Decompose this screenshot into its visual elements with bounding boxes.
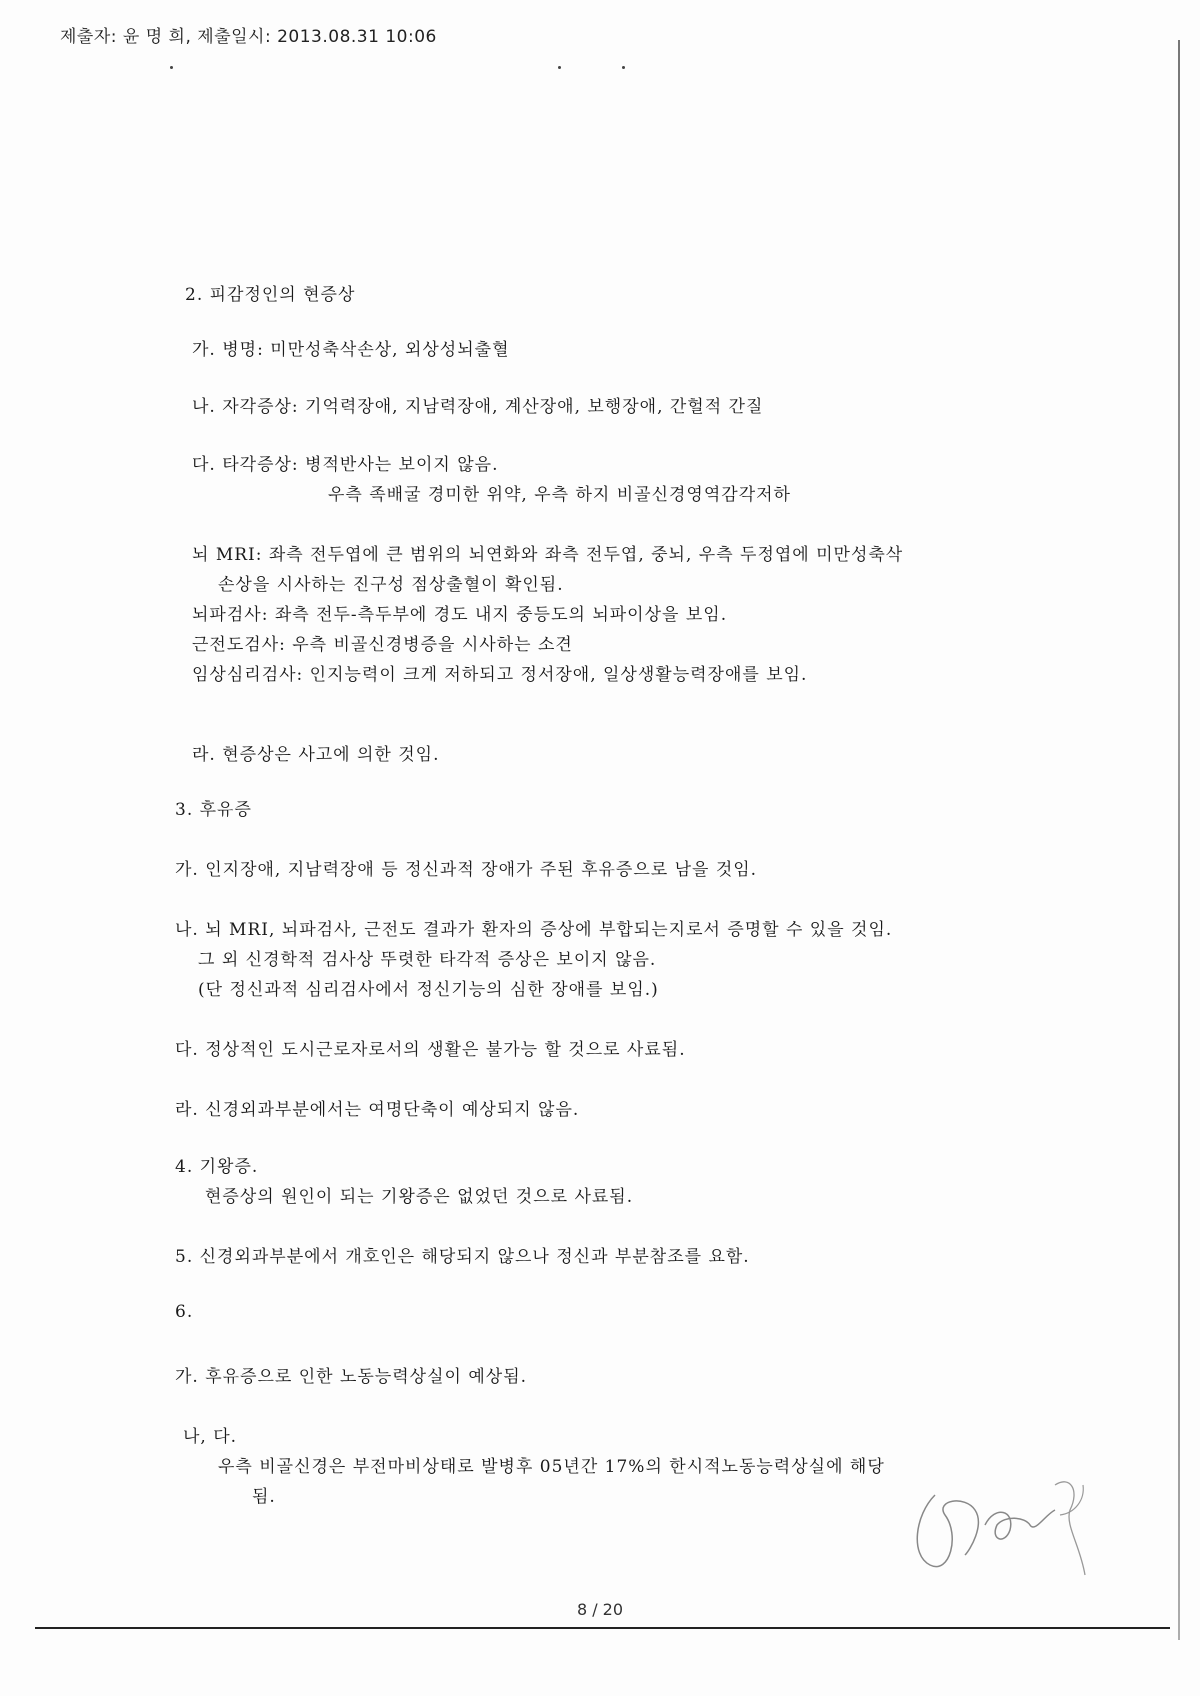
mri-finding-cont: 손상을 시사하는 진구성 점상출혈이 확인됨.: [218, 575, 564, 595]
sequela-d: 라. 신경외과부분에서는 여명단축이 예상되지 않음.: [175, 1100, 580, 1120]
fax-header: 제출자: 윤 명 희, 제출일시: 2013.08.31 10:06: [60, 27, 437, 47]
signature: [905, 1455, 1105, 1595]
subjective-symptoms: 나. 자각증상: 기억력장애, 지남력장애, 계산장애, 보행장애, 간헐적 간질: [192, 397, 764, 417]
labor-loss-bc: 나, 다.: [183, 1427, 238, 1447]
section-heading: 6.: [175, 1302, 194, 1322]
diagnosis-line: 가. 병명: 미만성축삭손상, 외상성뇌출혈: [192, 340, 510, 360]
eeg-finding: 뇌파검사: 좌측 전두-측두부에 경도 내지 중등도의 뇌파이상을 보임.: [192, 605, 728, 625]
caregiver-line: 5. 신경외과부분에서 개호인은 해당되지 않으나 정신과 부분참조를 요함.: [175, 1247, 750, 1267]
sequela-b: 나. 뇌 MRI, 뇌파검사, 근전도 결과가 환자의 증상에 부합되는지로서 증명할 수 있을 것임.: [175, 920, 893, 940]
sequela-b-cont: 그 외 신경학적 검사상 뚜렷한 타각적 증상은 보이지 않음.: [198, 950, 657, 970]
mri-finding: 뇌 MRI: 좌측 전두엽에 큰 범위의 뇌연화와 좌측 전두엽, 중뇌, 우측 두정엽에 미만성축삭: [192, 545, 904, 565]
psych-finding: 임상심리검사: 인지능력이 크게 저하되고 정서장애, 일상생활능력장애를 보임.: [192, 665, 808, 685]
fax-speck: [622, 66, 625, 69]
fax-speck: [558, 66, 561, 69]
emg-finding: 근전도검사: 우측 비골신경병증을 시사하는 소견: [192, 635, 573, 655]
cause-line: 라. 현증상은 사고에 의한 것임.: [192, 745, 440, 765]
objective-symptoms-cont: 우측 족배굴 경미한 위약, 우측 하지 비골신경영역감각저하: [328, 485, 791, 505]
sequela-a: 가. 인지장애, 지남력장애 등 정신과적 장애가 주된 후유증으로 남을 것임.: [175, 860, 758, 880]
page-number: 8 / 20: [576, 1600, 624, 1619]
section-heading: 2. 피감정인의 현증상: [185, 285, 356, 305]
sequela-b-cont: (단 정신과적 심리검사에서 정신기능의 심한 장애를 보임.): [198, 980, 659, 1000]
footer-rule: [35, 1627, 1170, 1629]
preexisting-body: 현증상의 원인이 되는 기왕증은 없었던 것으로 사료됨.: [205, 1187, 634, 1207]
objective-symptoms: 다. 타각증상: 병적반사는 보이지 않음.: [192, 455, 499, 475]
labor-loss-body: 우측 비골신경은 부전마비상태로 발병후 05년간 17%의 한시적노동능력상실에 해당: [218, 1457, 885, 1477]
scan-edge-line: [1178, 40, 1180, 1640]
labor-loss-a: 가. 후유증으로 인한 노동능력상실이 예상됨.: [175, 1367, 528, 1387]
section-heading: 4. 기왕증.: [175, 1157, 259, 1177]
sequela-c: 다. 정상적인 도시근로자로서의 생활은 불가능 할 것으로 사료됨.: [175, 1040, 686, 1060]
section-heading: 3. 후유증: [175, 800, 252, 820]
labor-loss-body-cont: 됨.: [252, 1487, 276, 1507]
fax-speck: [170, 66, 173, 69]
